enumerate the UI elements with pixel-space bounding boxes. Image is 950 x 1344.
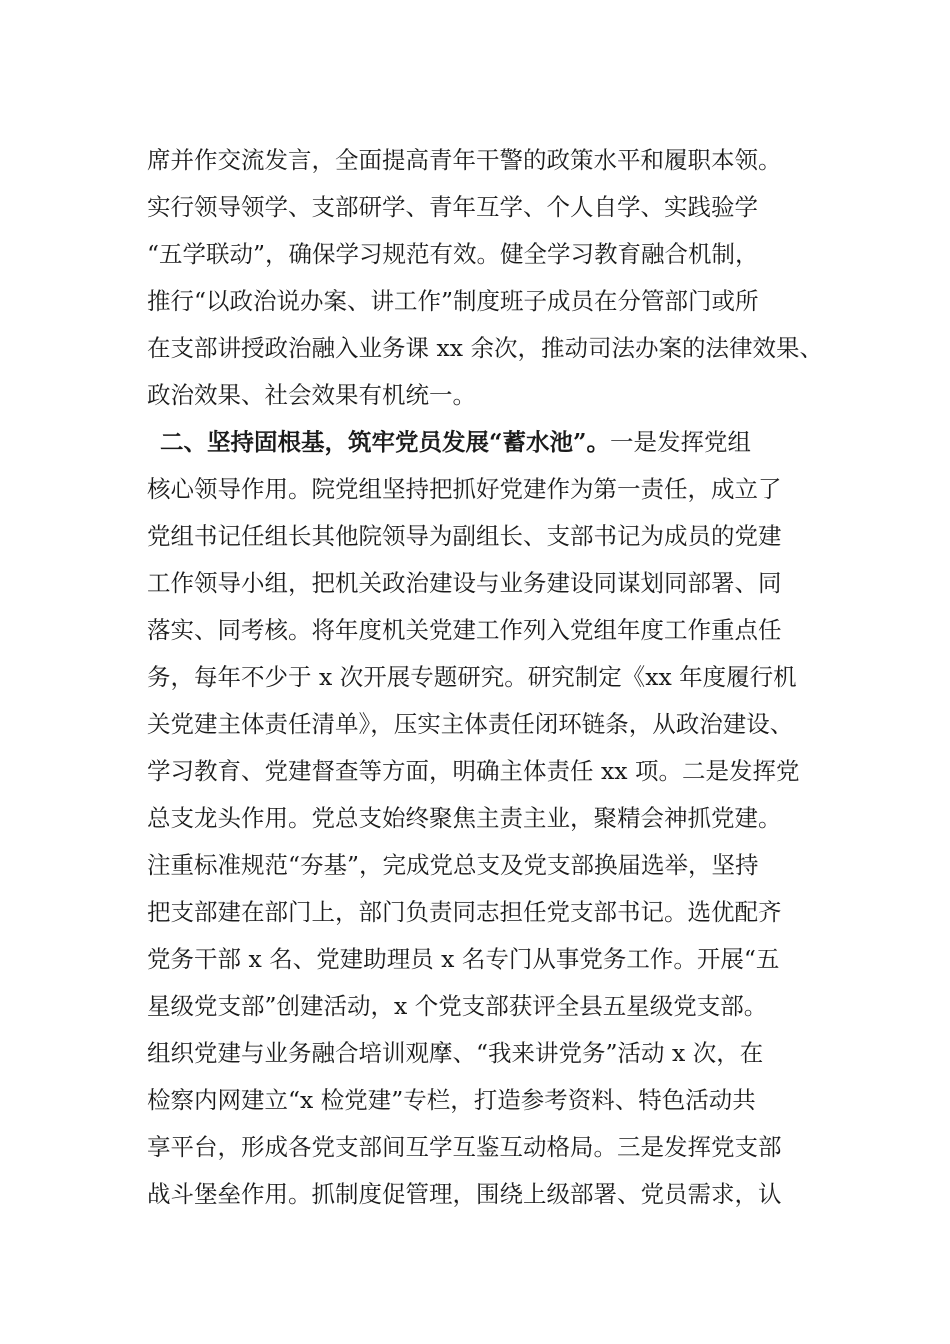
paragraph-line: 实行领导领学、支部研学、青年互学、个人自学、实践验学 bbox=[147, 193, 758, 221]
paragraph-line: 总支龙头作用。党总支始终聚焦主责主业，聚精会神抓党建。 bbox=[147, 804, 782, 832]
paragraph-line: 注重标准规范“夯基”，完成党总支及党支部换届选举，坚持 bbox=[147, 851, 759, 879]
paragraph-line: 政治效果、社会效果有机统一。 bbox=[147, 381, 476, 409]
paragraph-line: 星级党支部”创建活动，x 个党支部获评全县五星级党支部。 bbox=[147, 992, 768, 1020]
paragraph-line: “五学联动”，确保学习规范有效。健全学习教育融合机制， bbox=[147, 240, 759, 268]
section-heading-continuation: 一是发挥党组 bbox=[610, 428, 752, 456]
paragraph-line: 务，每年不少于 x 次开展专题研究。研究制定《xx 年度履行机 bbox=[147, 663, 797, 691]
paragraph-line: 把支部建在部门上，部门负责同志担任党支部书记。选优配齐 bbox=[147, 898, 782, 926]
paragraph-line: 享平台，形成各党支部间互学互鉴互动格局。三是发挥党支部 bbox=[147, 1133, 782, 1161]
paragraph-line: 推行“以政治说办案、讲工作”制度班子成员在分管部门或所 bbox=[147, 287, 759, 315]
paragraph-line: 组织党建与业务融合培训观摩、“我来讲党务”活动 x 次，在 bbox=[147, 1039, 764, 1067]
paragraph-line: 党组书记任组长其他院领导为副组长、支部书记为成员的党建 bbox=[147, 522, 782, 550]
paragraph-line: 落实、同考核。将年度机关党建工作列入党组年度工作重点任 bbox=[147, 616, 782, 644]
paragraph-line: 学习教育、党建督查等方面，明确主体责任 xx 项。二是发挥党 bbox=[147, 757, 800, 785]
paragraph-line: 战斗堡垒作用。抓制度促管理，围绕上级部署、党员需求，认 bbox=[147, 1180, 782, 1208]
paragraph-line: 关党建主体责任清单》，压实主体责任闭环链条，从政治建设、 bbox=[147, 710, 794, 738]
paragraph-line: 检察内网建立“x 检党建”专栏，打造参考资料、特色活动共 bbox=[147, 1086, 756, 1114]
section-heading-line bbox=[160, 427, 880, 457]
paragraph-line: 党务干部 x 名、党建助理员 x 名专门从事党务工作。开展“五 bbox=[147, 945, 780, 973]
paragraph-line: 核心领导作用。院党组坚持把抓好党建作为第一责任，成立了 bbox=[147, 475, 782, 503]
paragraph-line: 在支部讲授政治融入业务课 xx 余次，推动司法办案的法律效果、 bbox=[147, 334, 823, 362]
paragraph-line: 工作领导小组，把机关政治建设与业务建设同谋划同部署、同 bbox=[147, 569, 782, 597]
paragraph-line: 席并作交流发言，全面提高青年干警的政策水平和履职本领。 bbox=[147, 146, 782, 174]
section-heading: 二、坚持固根基，筑牢党员发展“蓄水池”。 bbox=[160, 428, 611, 456]
